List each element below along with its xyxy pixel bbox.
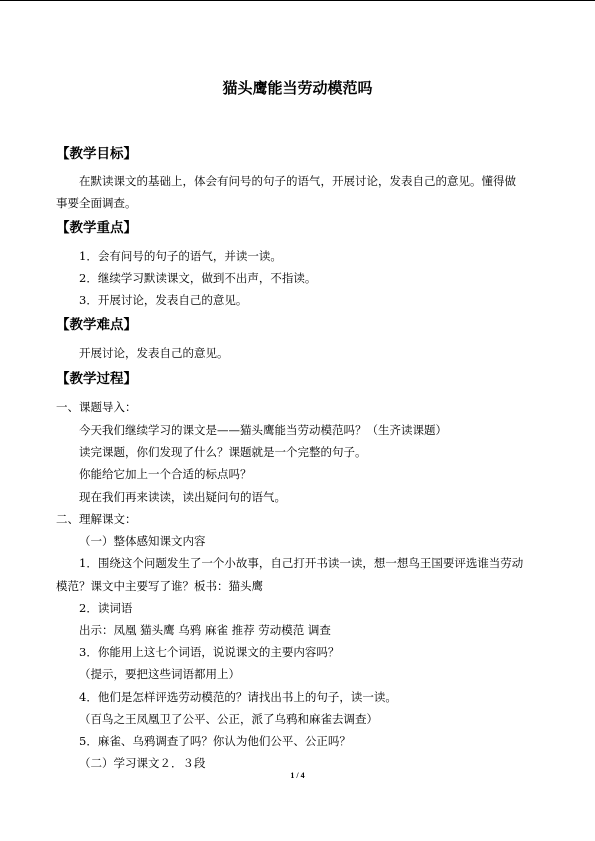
heading-process: 【教学过程】 xyxy=(56,371,137,387)
document-title: 猫头鹰能当劳动模范吗 xyxy=(222,79,373,97)
key-points-line-2: 2．继续学习默读课文，做到不出声，不指读。 xyxy=(79,271,317,285)
key-points-line-1: 1．会有问号的句子的语气，并读一读。 xyxy=(79,249,282,263)
process-line-8: 1．围绕这个问题发生了一个小故事，自己打开书读一读，想一想鸟王国要评选谁当劳动 xyxy=(79,556,524,570)
process-line-1: 一、课题导入： xyxy=(56,400,137,414)
heading-difficulties: 【教学难点】 xyxy=(56,317,137,333)
objectives-line-1: 在默读课文的基础上，体会有问号的句子的语气，开展讨论，发表自己的意见。懂得做 xyxy=(79,174,516,188)
process-line-11: 出示：凤凰 猫头鹰 乌鸦 麻雀 推荐 劳动模范 调查 xyxy=(79,623,331,637)
heading-key-points: 【教学重点】 xyxy=(56,220,137,236)
process-line-9: 模范？课文中主要写了谁？板书：猫头鹰 xyxy=(56,579,263,593)
process-line-5: 现在我们再来读读，读出疑问句的语气。 xyxy=(79,490,286,504)
process-line-4: 你能给它加上一个合适的标点吗？ xyxy=(79,467,252,481)
objectives-line-2: 事要全面调查。 xyxy=(56,196,137,210)
process-line-15: （百鸟之王凤凰卫了公平、公正，派了乌鸦和麻雀去调查） xyxy=(79,712,378,726)
process-line-14: 4．他们是怎样评选劳动模范的？请找出书上的句子，读一读。 xyxy=(79,690,397,704)
process-line-12: 3．你能用上这七个词语，说说课文的主要内容吗？ xyxy=(79,645,340,659)
process-line-10: 2．读词语 xyxy=(79,601,133,615)
process-line-3: 读完课题，你们发现了什么？课题就是一个完整的句子。 xyxy=(79,445,367,459)
difficulties-line-1: 开展讨论，发表自己的意见。 xyxy=(79,346,229,360)
key-points-line-3: 3．开展讨论，发表自己的意见。 xyxy=(79,293,248,307)
process-line-6: 二、理解课文： xyxy=(56,512,137,526)
process-line-2: 今天我们继续学习的课文是——猫头鹰能当劳动模范吗？（生齐读课题） xyxy=(79,423,447,437)
process-line-13: （提示，要把这些词语都用上） xyxy=(79,667,240,681)
process-line-7: （一）整体感知课文内容 xyxy=(79,534,206,548)
heading-objectives: 【教学目标】 xyxy=(56,146,137,162)
page-number: 1 / 4 xyxy=(290,771,305,780)
process-line-16: 5．麻雀、乌鸦调查了吗？你认为他们公平、公正吗？ xyxy=(79,734,351,748)
process-line-17: （二）学习课文２．３段 xyxy=(79,756,206,770)
